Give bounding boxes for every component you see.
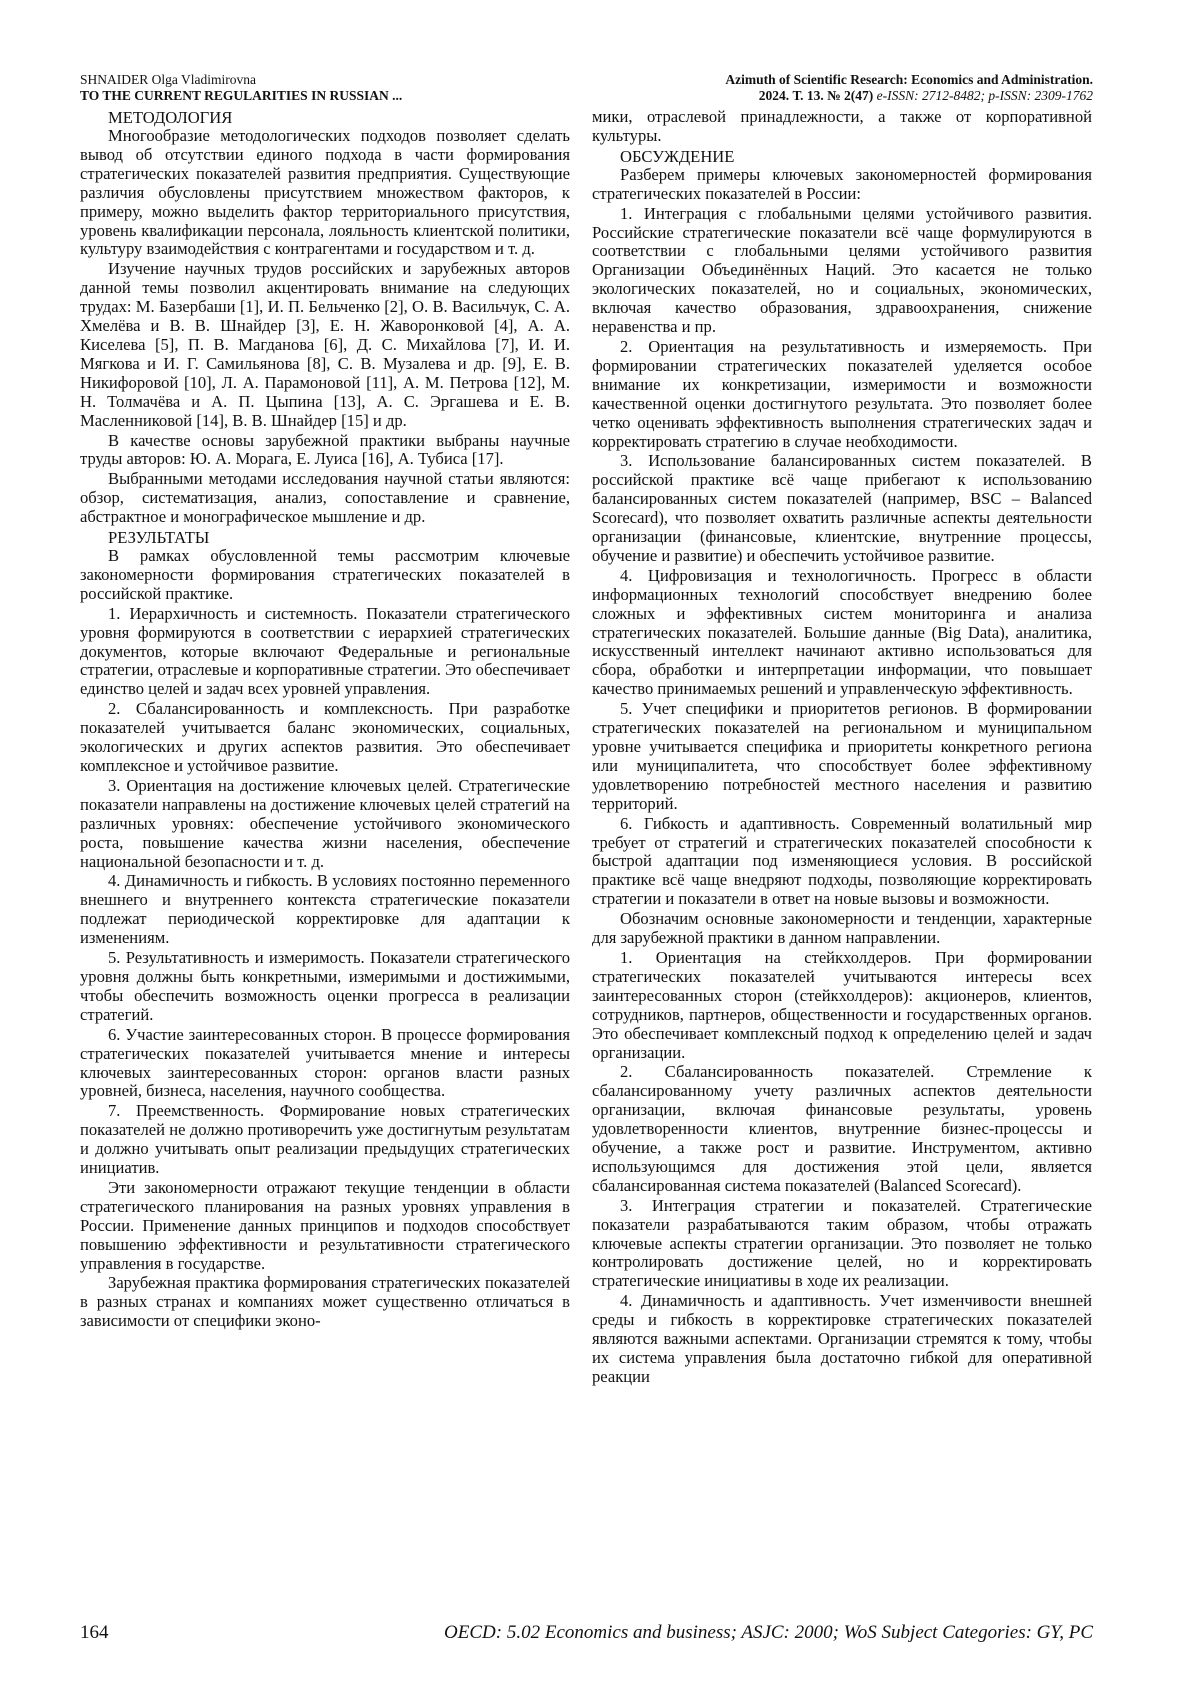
header-left xyxy=(80,72,402,104)
paragraph: Многообразие методологических подходов позволяет сделать вывод об отсутствии единого подхода в части формирования стратегических показателей развития предприятия. Существующие различия обусловлены присутствием множеством факторов, к примеру, можно выделить фактор территориального присутствия, уровень квалификации персонала, лояльность клиентской политики, культуру взаимодействия с контрагентами и государством и т. д. xyxy=(80,126,570,259)
paragraph: 1. Интеграция с глобальными целями устойчивого развития. Российские стратегические показатели всё чаще формулируются в соответствии с глобальными целями устойчивого развития Организации Объединённых Наций. Это касается не только экологических показателей, но и социальных, экономических, включая качество образования, здравоохранения, снижение неравенства и пр. xyxy=(592,203,1092,337)
section-heading: РЕЗУЛЬТАТЫ xyxy=(108,528,210,548)
right-column xyxy=(592,108,1092,1628)
paragraph: 3. Ориентация на достижение ключевых целей. Стратегические показатели направлены на достижение ключевых целей стратегий на различных уровнях: обеспечение устойчивого экономического роста, повышение качества жизни населения, обеспечение национальной безопасности и т. д. xyxy=(80,775,570,871)
left-column xyxy=(80,108,570,1628)
paragraph: Изучение научных трудов российских и зарубежных авторов данной темы позволил акцентировать внимание на следующих трудах: М. Базербаши [1], И. П. Бельченко [2], О. В. Васильчук, С. А. Хмелёва и В. В. Шнайдер [3], Е. Н. Жаворонковой [4], А. А. Киселева [5], П. В. Магданова [6], Д. С. Михайлова [7], И. И. Мягкова и И. Г. Самильянова [8], С. В. Музалева и др. [9], Е. В. Никифоровой [10], Л. А. Парамоновой [11], А. М. Петрова [12], М. Н. Толмачёва и А. П. Цыпина [13], А. С. Эргашева и Е. В. Масленниковой [14], В. В. Шнайдер [15] и др. xyxy=(80,259,570,430)
page-footer xyxy=(80,1622,1093,1644)
paragraph: 2. Ориентация на результативность и измеряемость. При формировании стратегических показателей уделяется особое внимание их конкретизации, измеримости и возможности качественной оценки достигнутого результата. Это позволяет более четко оценивать эффективность выполнения стратегических задач и корректировать стратегию в случае необходимости. xyxy=(592,336,1092,451)
paragraph: 5. Учет специфики и приоритетов регионов. В формировании стратегических показателей на региональном и муниципальном уровне учитывается специфика и приоритеты конкретного региона или муниципалитета, что способствует более эффективному удовлетворению потребностей местного населения и развитию территорий. xyxy=(592,699,1092,813)
paragraph: 7. Преемственность. Формирование новых стратегических показателей не должно противоречить уже достигнутым результатам и должно учитывать опыт реализации предыдущих стратегических инициатив. xyxy=(80,1101,570,1178)
paragraph: Эти закономерности отражают текущие тенденции в области стратегического планирования на разных уровнях управления в России. Применение данных принципов и подходов способствует повышению эффективности и результативности стратегического управления в государстве. xyxy=(80,1177,570,1273)
paragraph: Выбранными методами исследования научной статьи являются: обзор, систематизация, анализ, сопоставление и сравнение, абстрактное и монографическое мышление и др. xyxy=(80,469,570,527)
paragraph: В качестве основы зарубежной практики выбраны научные труды авторов: Ю. А. Морага, Е. Луиса [16], А. Тубиса [17]. xyxy=(80,430,570,469)
header-right xyxy=(725,72,1093,104)
header-issn: e-ISSN: 2712-8482; p-ISSN: 2309-1762 xyxy=(876,88,1093,103)
section-heading: МЕТОДОЛОГИЯ xyxy=(108,108,233,127)
paragraph: 3. Интеграция стратегии и показателей. Стратегические показатели разрабатываются таким образом, чтобы отражать ключевые аспекты стратегии организации. Это позволяет не только контролировать достижение целей, но и корректировать стратегические инициативы в ходе их реализации. xyxy=(592,1195,1092,1291)
paragraph: 2. Сбалансированность и комплексность. При разработке показателей учитывается баланс экономических, социальных, экологических и других аспектов развития. Это обеспечивает комплексное и устойчивое развитие. xyxy=(80,699,570,775)
section-heading: ОБСУЖДЕНИЕ xyxy=(620,146,735,166)
header-journal-name: Azimuth of Scientific Research: Economics and Administration. xyxy=(725,72,1093,87)
paragraph: 4. Цифровизация и технологичность. Прогресс в области информационных технологий способствует внедрению более сложных и эффективных систем мониторинга и анализа стратегических показателей. Большие данные (Big Data), аналитика, искусственный интеллект начинают активно использоваться для сбора, обработки и интерпретации информации, что повышает качество принимаемых решений и управленческую эффективность. xyxy=(592,565,1092,699)
paragraph: В рамках обусловленной темы рассмотрим ключевые закономерности формирования стратегических показателей в российской практике. xyxy=(80,546,570,603)
paragraph: 5. Результативность и измеримость. Показатели стратегического уровня должны быть конкретными, измеримыми и достижимыми, чтобы обеспечить возможность оценки прогресса в реализации стратегий. xyxy=(80,948,570,1024)
paragraph: 1. Ориентация на стейкхолдеров. При формировании стратегических показателей учитываются интересы всех заинтересованных сторон (стейкхолдеров): акционеров, клиентов, сотрудников, партнеров, общественности и государственных органов. Это обеспечивает комплексный подход к определению целей и задач организации. xyxy=(592,947,1092,1062)
header-issue: 2024. Т. 13. № 2(47) xyxy=(758,88,874,103)
header-author: SHNAIDER Olga Vladimirovna xyxy=(80,72,256,87)
paragraph: 4. Динамичность и гибкость. В условиях постоянно переменного внешнего и внутреннего контекста стратегические показатели подлежат периодической корректировке для адаптации к изменениям. xyxy=(80,871,570,948)
paragraph: мики, отраслевой принадлежности, а также от корпоративной культуры. xyxy=(592,108,1092,145)
header-article-title: TO THE CURRENT REGULARITIES IN RUSSIAN ... xyxy=(80,88,403,103)
paragraph: 2. Сбалансированность показателей. Стремление к сбалансированному учету различных аспектов деятельности организации, включая финансовые результаты, уровень удовлетворенности клиентов, внутренние бизнес-процессы и обучение, а также рост и развитие. Инструментом, активно использующимся для достижения этой цели, является сбалансированная система показателей (Balanced Scorecard). xyxy=(592,1062,1092,1195)
paragraph: Зарубежная практика формирования стратегических показателей в разных странах и компаниях может существенно отличаться в зависимости от специфики эконо- xyxy=(80,1273,570,1331)
paragraph: 1. Иерархичность и системность. Показатели стратегического уровня формируются в соответствии с иерархией стратегических документов, которые включают Федеральные и региональные стратегии, отраслевые и корпоративные стратегии. Это обеспечивает единство целей и задач всех уровней управления. xyxy=(80,603,570,699)
paragraph: 6. Гибкость и адаптивность. Современный волатильный мир требует от стратегий и стратегических показателей способности к быстрой адаптации под изменяющиеся условия. В российской практике всё чаще внедряют подходы, позволяющие корректировать стратегии и показатели в ответ на новые вызовы и возможности. xyxy=(592,813,1092,909)
paragraph: 6. Участие заинтересованных сторон. В процессе формирования стратегических показателей учитывается мнение и интересы ключевых заинтересованных сторон: органов власти разных уровней, бизнеса, населения, научного сообщества. xyxy=(80,1024,570,1101)
header-issue-line xyxy=(725,88,1093,104)
paragraph: 4. Динамичность и адаптивность. Учет изменчивости внешней среды и гибкость в корректировке стратегических показателей являются важными аспектами. Организации стремятся к тому, чтобы их система управления была достаточно гибкой для оперативной реакции xyxy=(592,1291,1092,1386)
paragraph: Обозначим основные закономерности и тенденции, характерные для зарубежной практики в данном направлении. xyxy=(592,909,1092,948)
paragraph: Разберем примеры ключевых закономерностей формирования стратегических показателей в России: xyxy=(592,164,1092,203)
page-number: 164 xyxy=(80,1622,109,1643)
subject-classification: OECD: 5.02 Economics and business; ASJC: 2000; WoS Subject Categories: GY, PC xyxy=(444,1622,1093,1643)
paragraph: 3. Использование балансированных систем показателей. В российской практике всё чаще прибегают к использованию балансированных систем показателей (например, BSC – Balanced Scorecard), что позволяет охватить различные аспекты деятельности организации (финансовые, клиентские, внутренние процессы, обучение и развитие) и обеспечить устойчивое развитие. xyxy=(592,451,1092,565)
running-header xyxy=(80,72,1093,106)
